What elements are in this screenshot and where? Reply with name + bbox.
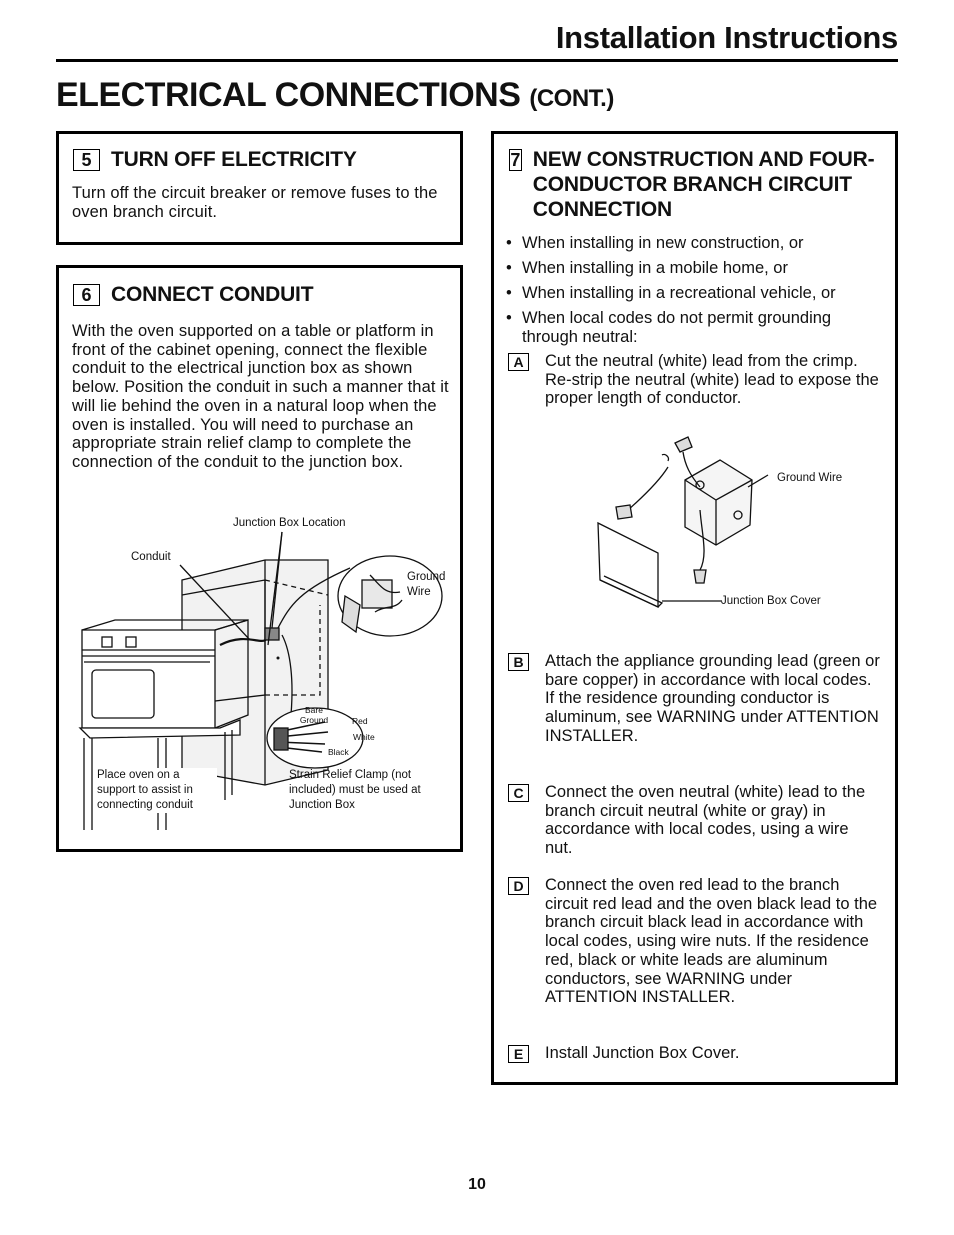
- step-7-title: NEW CONSTRUCTION AND FOUR-CONDUCTOR BRANCH CIRCUIT CONNECTION: [532, 148, 875, 221]
- substep-c-text: Connect the oven neutral (white) lead to the branch circuit neutral (white or gray) in accordance with local codes, using a wire nut.: [545, 783, 866, 858]
- red-wire-label: Red: [352, 716, 368, 726]
- condition-item: • When installing in a recreational vehicle, or: [506, 284, 882, 303]
- conduit-label: Conduit: [131, 551, 171, 563]
- step-5-heading: [73, 147, 357, 172]
- step-5-title: TURN OFF ELECTRICITY: [111, 148, 357, 171]
- substep-b: [508, 652, 880, 746]
- header-rule: [56, 59, 898, 62]
- step-6-text: With the oven supported on a table or platform in front of the cabinet opening, connect the flexible conduit to the electrical junction box as shown below. Position the conduit in such a manner that it will lie behind the oven in a natural loop when the oven is installed. You will need to purchase an appropriate strain relief clamp to complete the connection of the conduit to the junction box.: [72, 322, 449, 471]
- substep-e: [508, 1044, 880, 1063]
- step-5-text: Turn off the circuit breaker or remove fuses to the oven branch circuit.: [72, 184, 438, 221]
- substep-a-letter: A: [508, 353, 529, 371]
- substep-a-text: Cut the neutral (white) lead from the crimp. Re-strip the neutral (white) lead to expose the proper length of conductor.: [545, 352, 879, 408]
- section-title: [56, 76, 614, 115]
- white-wire-label: White: [353, 732, 375, 742]
- junction-box-location-label: Junction Box Location: [233, 517, 346, 529]
- substep-d: [508, 876, 880, 1007]
- junction-box-cover-diagram: [590, 425, 790, 610]
- substep-a: [508, 352, 880, 408]
- black-wire-label: Black: [328, 747, 349, 757]
- step-6-title: CONNECT CONDUIT: [111, 283, 314, 306]
- substep-b-text: Attach the appliance grounding lead (green or bare copper) in accordance with local codes. If the residence grounding conductor is aluminum, see WARNING under ATTENTION INSTALLER.: [545, 652, 880, 745]
- substep-d-letter: D: [508, 877, 529, 895]
- strain-relief-note: Strain Relief Clamp (not included) must be used at Junction Box: [289, 769, 421, 811]
- section-title-cont: (CONT.): [529, 85, 614, 112]
- step-7-conditions: [506, 234, 882, 353]
- junction-box-cover-label: Junction Box Cover: [721, 595, 821, 607]
- ground-wire-label-right: Ground Wire: [777, 472, 843, 484]
- step-5-number: 5: [73, 149, 100, 171]
- step-6-heading: [73, 282, 313, 307]
- substep-c-letter: C: [508, 784, 529, 802]
- condition-item: • When installing in new construction, or: [506, 234, 882, 253]
- condition-item: • When local codes do not permit grounding through neutral:: [506, 309, 882, 346]
- support-note: Place oven on a support to assist in connecting conduit: [97, 768, 217, 813]
- step-7-number: 7: [510, 150, 521, 170]
- bare-ground-label: Bare Ground: [299, 705, 329, 725]
- page-number: 10: [468, 1176, 486, 1193]
- condition-item: • When installing in a mobile home, or: [506, 259, 882, 278]
- section-title-main: ELECTRICAL CONNECTIONS: [56, 76, 521, 114]
- substep-d-text: Connect the oven red lead to the branch circuit red lead and the oven black lead to the branch circuit black lead in accordance with local codes, using wire nuts. If the residence red, black or white leads are aluminum conductors, see WARNING under ATTENTION INSTALLER.: [545, 876, 878, 1007]
- substep-b-letter: B: [508, 653, 529, 671]
- ground-wire-label-left: Ground Wire: [407, 571, 446, 598]
- substep-c: [508, 783, 880, 858]
- step-6-number: 6: [73, 284, 100, 306]
- substep-e-letter: E: [508, 1045, 529, 1063]
- step-7-heading: [509, 147, 879, 222]
- substep-e-text: Install Junction Box Cover.: [545, 1044, 740, 1062]
- page-header-title: Installation Instructions: [555, 20, 898, 55]
